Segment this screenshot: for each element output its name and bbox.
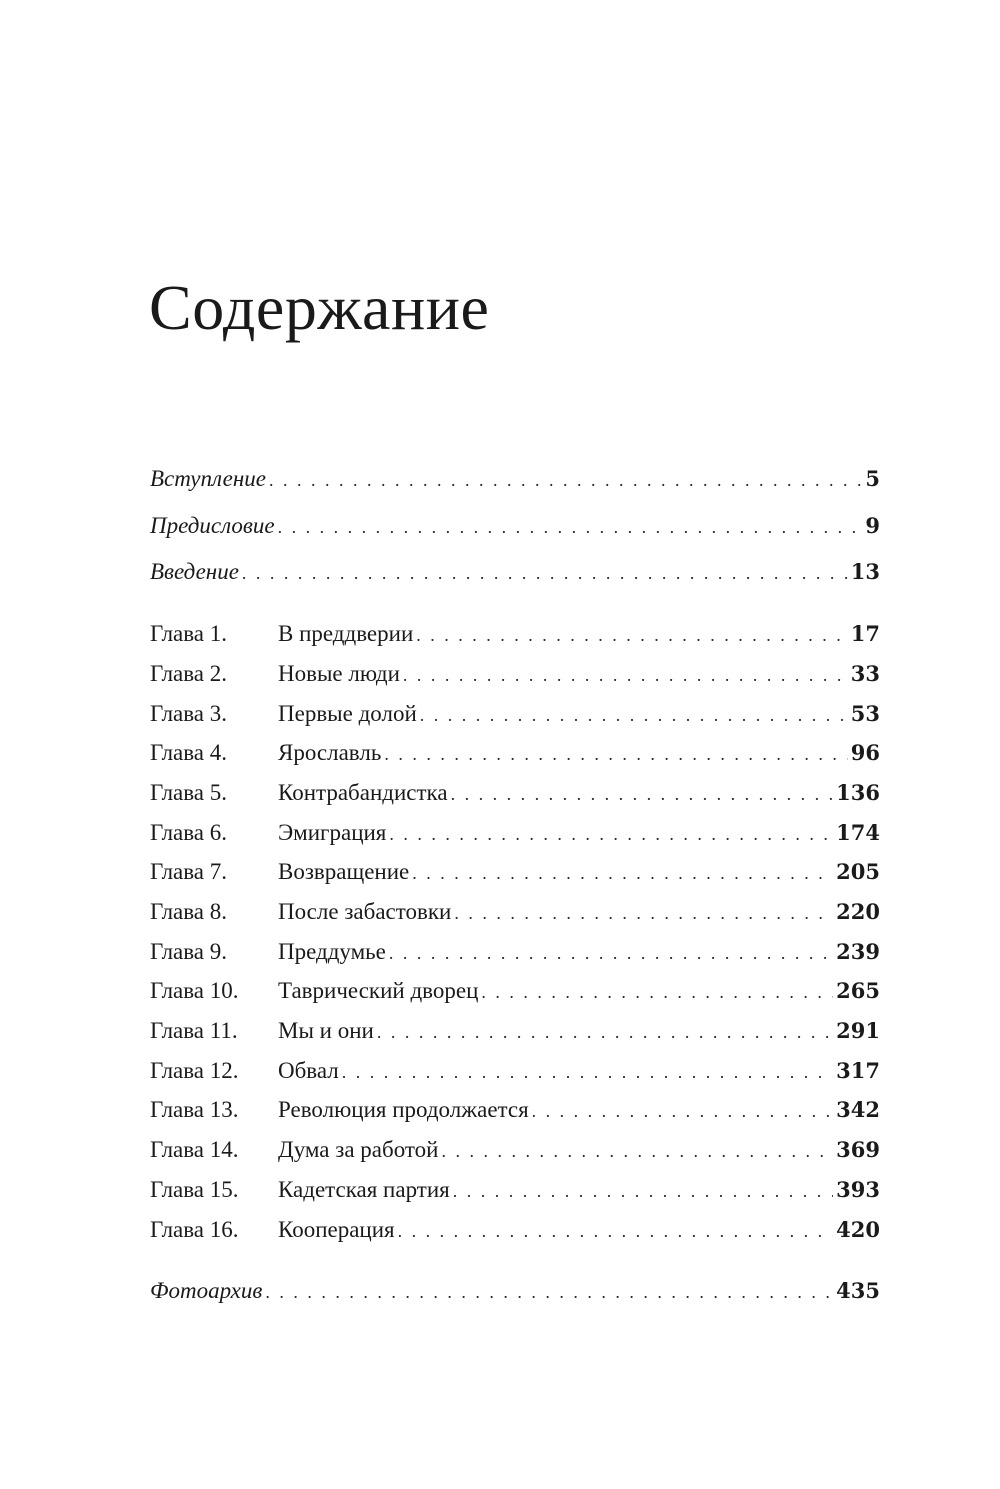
dot-leader [453, 1182, 833, 1200]
toc-entry-chapter[interactable] [150, 622, 880, 645]
chapter-title: После забастовки [278, 899, 452, 924]
chapter-number: Глава 16. [150, 1217, 239, 1242]
chapter-title: Кадетская партия [278, 1177, 450, 1202]
toc-page-number: 13 [850, 559, 880, 584]
toc-entry-label: Фотоархив [150, 1278, 263, 1303]
dot-leader [242, 564, 848, 582]
chapter-title: Контрабандистка [278, 780, 448, 805]
toc-page-number: 205 [836, 859, 880, 884]
dot-leader [265, 1283, 833, 1301]
toc-page-number: 369 [836, 1137, 880, 1162]
toc-page-number: 174 [836, 820, 880, 845]
toc-entry-front-foreword[interactable] [150, 560, 880, 583]
dot-leader [269, 471, 862, 489]
toc-entry-label: Введение [150, 559, 239, 584]
toc-entry-chapter[interactable] [150, 662, 880, 685]
toc-page-number: 9 [865, 513, 880, 538]
dot-leader [481, 983, 833, 1001]
page-title: Содержание [149, 272, 490, 343]
toc-page-number: 317 [836, 1058, 880, 1083]
chapter-number: Глава 9. [150, 939, 228, 964]
toc-page-number: 265 [836, 978, 880, 1003]
toc-page-number: 17 [850, 621, 880, 646]
chapter-number: Глава 13. [150, 1097, 239, 1122]
toc-page-number: 220 [836, 899, 880, 924]
toc-entry-chapter[interactable] [150, 1098, 880, 1121]
toc-entry-chapter[interactable] [150, 979, 880, 1002]
toc-entry-front-introduction[interactable] [150, 467, 880, 490]
toc-page-number: 239 [836, 939, 880, 964]
toc-entry-label: Вступление [150, 466, 266, 491]
dot-leader [416, 626, 848, 644]
chapter-title: Новые люди [278, 661, 400, 686]
chapter-number: Глава 10. [150, 978, 239, 1003]
toc-entry-chapter[interactable] [150, 1059, 880, 1082]
toc-entry-label: Предисловие [150, 513, 275, 538]
dot-leader [420, 706, 848, 724]
dot-leader [451, 785, 834, 803]
toc-entry-photo-archive[interactable] [150, 1279, 880, 1302]
toc-page-number: 435 [836, 1278, 880, 1303]
chapter-title: Ярославль [278, 740, 382, 765]
toc-entry-chapter[interactable] [150, 1218, 880, 1241]
chapter-title: Дума за работой [278, 1137, 439, 1162]
chapter-number: Глава 15. [150, 1177, 239, 1202]
chapter-number: Глава 4. [150, 740, 228, 765]
toc-page-number: 393 [836, 1177, 880, 1202]
toc-page-number: 291 [836, 1018, 880, 1043]
chapter-title: Эмиграция [278, 820, 387, 845]
toc-entry-chapter[interactable] [150, 1178, 880, 1201]
chapter-title: Первые долой [278, 701, 417, 726]
dot-leader [384, 745, 847, 763]
dot-leader [441, 1142, 833, 1160]
toc-entry-chapter[interactable] [150, 860, 880, 883]
chapter-title: Преддумье [278, 939, 386, 964]
dot-leader [278, 518, 863, 536]
chapter-number: Глава 2. [150, 661, 228, 686]
dot-leader [342, 1063, 833, 1081]
chapter-number: Глава 7. [150, 859, 228, 884]
dot-leader [398, 1222, 834, 1240]
toc-entry-chapter[interactable] [150, 702, 880, 725]
dot-leader [454, 904, 833, 922]
dot-leader [403, 666, 848, 684]
chapter-number: Глава 6. [150, 820, 228, 845]
dot-leader [412, 864, 833, 882]
toc-entry-front-preface[interactable] [150, 514, 880, 537]
dot-leader [532, 1102, 834, 1120]
chapter-title: Революция продолжается [278, 1097, 529, 1122]
toc-entry-chapter[interactable] [150, 741, 880, 764]
chapter-number: Глава 3. [150, 701, 228, 726]
toc-page-number: 53 [850, 701, 880, 726]
chapter-number: Глава 8. [150, 899, 228, 924]
toc-page-number: 5 [865, 466, 880, 491]
chapter-title: Возвращение [278, 859, 410, 884]
dot-leader [389, 944, 833, 962]
chapter-title: Таврический дворец [278, 978, 479, 1003]
toc-page-number: 342 [836, 1097, 880, 1122]
chapter-title: Кооперация [278, 1217, 395, 1242]
dot-leader [389, 825, 833, 843]
toc-entry-chapter[interactable] [150, 821, 880, 844]
chapter-number: Глава 12. [150, 1058, 239, 1083]
chapter-number: Глава 14. [150, 1137, 239, 1162]
toc-entry-chapter[interactable] [150, 1019, 880, 1042]
toc-page-number: 96 [850, 740, 880, 765]
toc-entry-chapter[interactable] [150, 940, 880, 963]
chapter-title: Мы и они [278, 1018, 374, 1043]
toc-page-number: 136 [836, 780, 880, 805]
chapter-number: Глава 5. [150, 780, 228, 805]
toc-page-number: 33 [850, 661, 880, 686]
toc-entry-chapter[interactable] [150, 900, 880, 923]
chapter-number: Глава 1. [150, 621, 228, 646]
toc-entry-chapter[interactable] [150, 781, 880, 804]
toc-page-number: 420 [836, 1217, 880, 1242]
dot-leader [377, 1023, 833, 1041]
toc-entry-chapter[interactable] [150, 1138, 880, 1161]
chapter-title: Обвал [278, 1058, 339, 1083]
chapter-number: Глава 11. [150, 1018, 238, 1043]
chapter-title: В преддверии [278, 621, 414, 646]
